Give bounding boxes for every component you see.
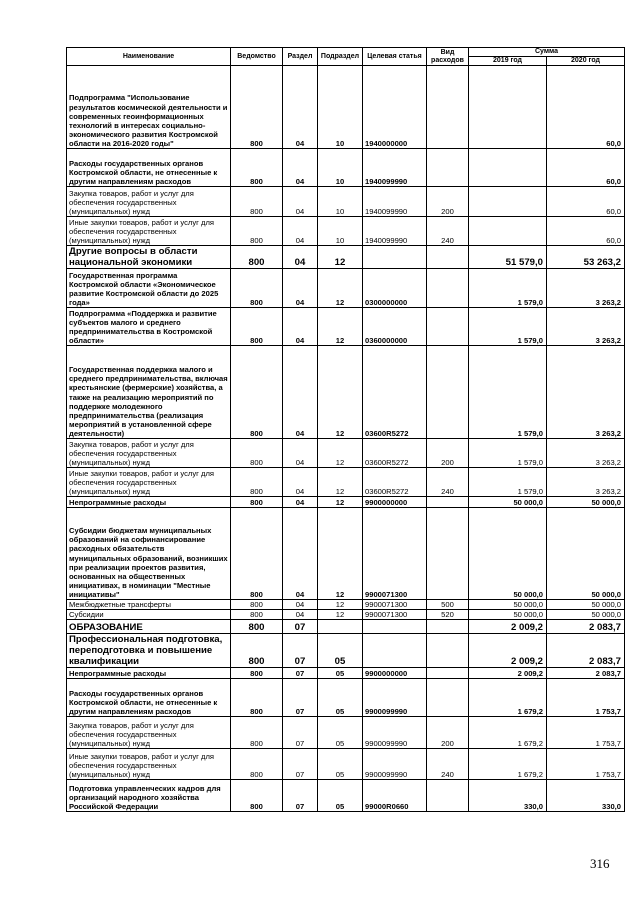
row-name: ОБРАЗОВАНИЕ <box>67 620 231 634</box>
row-exp-type <box>427 634 469 668</box>
row-subsection: 05 <box>318 668 363 679</box>
row-sum-2019: 330,0 <box>469 780 547 812</box>
row-sum-2020: 60,0 <box>547 66 625 149</box>
row-target: 99000R0660 <box>363 780 427 812</box>
row-exp-type <box>427 269 469 308</box>
table-row <box>67 600 625 610</box>
row-exp-type <box>427 620 469 634</box>
row-target: 9900099990 <box>363 749 427 780</box>
row-subsection: 12 <box>318 468 363 497</box>
row-target <box>363 246 427 269</box>
row-subsection: 12 <box>318 497 363 508</box>
row-subsection: 12 <box>318 439 363 468</box>
row-subsection: 10 <box>318 149 363 187</box>
row-sum-2020: 1 753,7 <box>547 679 625 717</box>
row-exp-type: 240 <box>427 749 469 780</box>
row-target: 0300000000 <box>363 269 427 308</box>
table-row <box>67 217 625 246</box>
row-sum-2019: 1 579,0 <box>469 269 547 308</box>
table-row <box>67 610 625 620</box>
row-subsection: 12 <box>318 308 363 346</box>
row-name: Субсидии бюджетам муниципальных образований на софинансирование расходных обязательств муниципальных образований, возникших при реализации проектов развития, основанных на общественных инициативах, в номинации "Местные инициативы" <box>67 508 231 600</box>
table-row <box>67 679 625 717</box>
row-subsection: 10 <box>318 66 363 149</box>
row-dept: 800 <box>231 610 283 620</box>
row-exp-type <box>427 780 469 812</box>
row-section: 04 <box>283 149 318 187</box>
row-name: Закупка товаров, работ и услуг для обеспечения государственных (муниципальных) нужд <box>67 187 231 217</box>
row-exp-type: 240 <box>427 217 469 246</box>
table-row <box>67 717 625 749</box>
row-section: 07 <box>283 679 318 717</box>
table-row <box>67 149 625 187</box>
row-sum-2020: 1 753,7 <box>547 717 625 749</box>
row-dept: 800 <box>231 679 283 717</box>
row-section: 04 <box>283 217 318 246</box>
row-target: 1940099990 <box>363 187 427 217</box>
row-target: 9900099990 <box>363 717 427 749</box>
row-target: 03600R5272 <box>363 439 427 468</box>
table-row <box>67 780 625 812</box>
row-sum-2019: 50 000,0 <box>469 497 547 508</box>
row-name: Закупка товаров, работ и услуг для обеспечения государственных (муниципальных) нужд <box>67 439 231 468</box>
row-target: 9900099990 <box>363 679 427 717</box>
row-sum-2020: 60,0 <box>547 217 625 246</box>
row-name: Иные закупки товаров, работ и услуг для обеспечения государственных (муниципальных) нужд <box>67 217 231 246</box>
row-sum-2019: 50 000,0 <box>469 600 547 610</box>
table-row <box>67 269 625 308</box>
row-target: 9900071300 <box>363 508 427 600</box>
row-section: 07 <box>283 749 318 780</box>
table-row <box>67 634 625 668</box>
row-section: 04 <box>283 187 318 217</box>
col-header-2020: 2020 год <box>547 57 625 66</box>
row-exp-type: 520 <box>427 610 469 620</box>
row-name: Подпрограмма «Поддержка и развитие субъектов малого и среднего предпринимательства в Костромской области» <box>67 308 231 346</box>
col-header-subsection: Подраздел <box>318 48 363 66</box>
row-sum-2020: 3 263,2 <box>547 439 625 468</box>
col-header-exp-type: Вид расходов <box>427 48 469 66</box>
row-section: 04 <box>283 308 318 346</box>
table-body <box>67 66 625 812</box>
row-dept: 800 <box>231 668 283 679</box>
row-sum-2019 <box>469 217 547 246</box>
row-sum-2020: 53 263,2 <box>547 246 625 269</box>
row-sum-2019: 2 009,2 <box>469 668 547 679</box>
row-name: Непрограммные расходы <box>67 668 231 679</box>
row-target: 03600R5272 <box>363 346 427 439</box>
row-section: 04 <box>283 439 318 468</box>
row-subsection: 10 <box>318 217 363 246</box>
row-sum-2019: 1 579,0 <box>469 439 547 468</box>
row-section: 04 <box>283 497 318 508</box>
row-exp-type <box>427 508 469 600</box>
row-subsection: 05 <box>318 780 363 812</box>
row-target: 1940000000 <box>363 66 427 149</box>
table-row <box>67 497 625 508</box>
row-dept: 800 <box>231 749 283 780</box>
row-sum-2020: 2 083,7 <box>547 668 625 679</box>
col-header-section: Раздел <box>283 48 318 66</box>
row-exp-type <box>427 149 469 187</box>
row-name: Профессиональная подготовка, переподготовка и повышение квалификации <box>67 634 231 668</box>
table-row <box>67 508 625 600</box>
row-sum-2019 <box>469 149 547 187</box>
row-section: 04 <box>283 269 318 308</box>
row-section: 04 <box>283 468 318 497</box>
row-section: 04 <box>283 346 318 439</box>
row-target: 1940099990 <box>363 217 427 246</box>
row-sum-2019: 1 679,2 <box>469 749 547 780</box>
row-name: Расходы государственных органов Костромской области, не отнесенные к другим направлениям расходов <box>67 679 231 717</box>
row-section: 04 <box>283 610 318 620</box>
row-sum-2020: 330,0 <box>547 780 625 812</box>
row-exp-type <box>427 246 469 269</box>
row-dept: 800 <box>231 246 283 269</box>
row-sum-2020: 50 000,0 <box>547 600 625 610</box>
row-exp-type <box>427 497 469 508</box>
row-section: 04 <box>283 508 318 600</box>
row-exp-type <box>427 668 469 679</box>
row-dept: 800 <box>231 780 283 812</box>
row-target: 0360000000 <box>363 308 427 346</box>
row-sum-2020: 3 263,2 <box>547 308 625 346</box>
row-target <box>363 620 427 634</box>
row-sum-2020: 3 263,2 <box>547 468 625 497</box>
row-target: 9900000000 <box>363 497 427 508</box>
row-sum-2019: 51 579,0 <box>469 246 547 269</box>
row-subsection: 05 <box>318 634 363 668</box>
row-exp-type: 200 <box>427 439 469 468</box>
row-sum-2020: 2 083,7 <box>547 620 625 634</box>
row-subsection: 05 <box>318 717 363 749</box>
row-dept: 800 <box>231 187 283 217</box>
row-exp-type: 500 <box>427 600 469 610</box>
table-row <box>67 66 625 149</box>
row-sum-2020: 60,0 <box>547 149 625 187</box>
row-subsection: 12 <box>318 246 363 269</box>
row-dept: 800 <box>231 217 283 246</box>
col-header-target: Целевая статья <box>363 48 427 66</box>
row-sum-2019: 2 009,2 <box>469 634 547 668</box>
table-row <box>67 620 625 634</box>
row-name: Другие вопросы в области национальной экономики <box>67 246 231 269</box>
row-sum-2020: 3 263,2 <box>547 346 625 439</box>
row-subsection: 12 <box>318 600 363 610</box>
row-target: 9900071300 <box>363 610 427 620</box>
row-exp-type <box>427 679 469 717</box>
table-row <box>67 439 625 468</box>
row-target: 03600R5272 <box>363 468 427 497</box>
row-subsection: 12 <box>318 610 363 620</box>
row-dept: 800 <box>231 497 283 508</box>
row-name: Субсидии <box>67 610 231 620</box>
row-dept: 800 <box>231 508 283 600</box>
row-dept: 800 <box>231 346 283 439</box>
row-name: Иные закупки товаров, работ и услуг для обеспечения государственных (муниципальных) нужд <box>67 468 231 497</box>
row-sum-2019: 1 579,0 <box>469 308 547 346</box>
table-row <box>67 187 625 217</box>
row-sum-2019: 50 000,0 <box>469 508 547 600</box>
row-dept: 800 <box>231 717 283 749</box>
row-target <box>363 634 427 668</box>
row-sum-2019: 1 579,0 <box>469 468 547 497</box>
row-sum-2019 <box>469 187 547 217</box>
row-name: Государственная программа Костромской области «Экономическое развитие Костромской области до 2025 года» <box>67 269 231 308</box>
table-row <box>67 246 625 269</box>
row-exp-type: 200 <box>427 187 469 217</box>
row-target: 9900000000 <box>363 668 427 679</box>
row-sum-2019 <box>469 66 547 149</box>
row-section: 04 <box>283 246 318 269</box>
row-target: 9900071300 <box>363 600 427 610</box>
row-dept: 800 <box>231 439 283 468</box>
table-row <box>67 346 625 439</box>
row-target: 1940099990 <box>363 149 427 187</box>
row-sum-2020: 50 000,0 <box>547 497 625 508</box>
row-sum-2020: 60,0 <box>547 187 625 217</box>
row-name: Закупка товаров, работ и услуг для обеспечения государственных (муниципальных) нужд <box>67 717 231 749</box>
row-dept: 800 <box>231 634 283 668</box>
table-row <box>67 308 625 346</box>
row-sum-2020: 50 000,0 <box>547 508 625 600</box>
row-sum-2020: 3 263,2 <box>547 269 625 308</box>
row-sum-2019: 2 009,2 <box>469 620 547 634</box>
row-name: Межбюджетные трансферты <box>67 600 231 610</box>
row-dept: 800 <box>231 66 283 149</box>
row-subsection: 12 <box>318 508 363 600</box>
col-header-name: Наименование <box>67 48 231 66</box>
row-subsection: 10 <box>318 187 363 217</box>
row-sum-2019: 50 000,0 <box>469 610 547 620</box>
row-name: Подпрограмма "Использование результатов космической деятельности и современных геоинформационных технологий в интересах социально-экономического развития Костромской области на 2016-2020 годы" <box>67 66 231 149</box>
row-name: Непрограммные расходы <box>67 497 231 508</box>
row-sum-2020: 2 083,7 <box>547 634 625 668</box>
row-sum-2020: 1 753,7 <box>547 749 625 780</box>
row-sum-2019: 1 679,2 <box>469 717 547 749</box>
row-exp-type <box>427 308 469 346</box>
table-row <box>67 749 625 780</box>
row-subsection <box>318 620 363 634</box>
row-section: 07 <box>283 620 318 634</box>
table-row <box>67 468 625 497</box>
row-subsection: 12 <box>318 346 363 439</box>
row-subsection: 05 <box>318 749 363 780</box>
row-sum-2020: 50 000,0 <box>547 610 625 620</box>
row-section: 07 <box>283 634 318 668</box>
col-header-sum: Сумма <box>469 48 625 57</box>
row-sum-2019: 1 579,0 <box>469 346 547 439</box>
budget-table <box>66 47 625 812</box>
row-exp-type <box>427 346 469 439</box>
row-subsection: 05 <box>318 679 363 717</box>
row-dept: 800 <box>231 468 283 497</box>
row-section: 07 <box>283 668 318 679</box>
row-section: 04 <box>283 66 318 149</box>
row-dept: 800 <box>231 600 283 610</box>
row-dept: 800 <box>231 308 283 346</box>
col-header-dept: Ведомство <box>231 48 283 66</box>
row-name: Расходы государственных органов Костромской области, не отнесенные к другим направлениям расходов <box>67 149 231 187</box>
table-row <box>67 668 625 679</box>
row-sum-2019: 1 679,2 <box>469 679 547 717</box>
row-section: 07 <box>283 717 318 749</box>
row-subsection: 12 <box>318 269 363 308</box>
row-section: 04 <box>283 600 318 610</box>
row-name: Государственная поддержка малого и среднего предпринимательства, включая крестьянские (фермерские) хозяйства, а также на реализацию мероприятий по поддержке молодежного предпринимательства (реализация мероприятий в установленной сфере деятельности) <box>67 346 231 439</box>
row-exp-type: 200 <box>427 717 469 749</box>
row-dept: 800 <box>231 620 283 634</box>
row-name: Иные закупки товаров, работ и услуг для обеспечения государственных (муниципальных) нужд <box>67 749 231 780</box>
row-name: Подготовка управленческих кадров для организаций народного хозяйства Российской Федерации <box>67 780 231 812</box>
row-exp-type <box>427 66 469 149</box>
page-number: 316 <box>590 856 610 871</box>
row-exp-type: 240 <box>427 468 469 497</box>
col-header-2019: 2019 год <box>469 57 547 66</box>
row-dept: 800 <box>231 269 283 308</box>
row-dept: 800 <box>231 149 283 187</box>
row-section: 07 <box>283 780 318 812</box>
